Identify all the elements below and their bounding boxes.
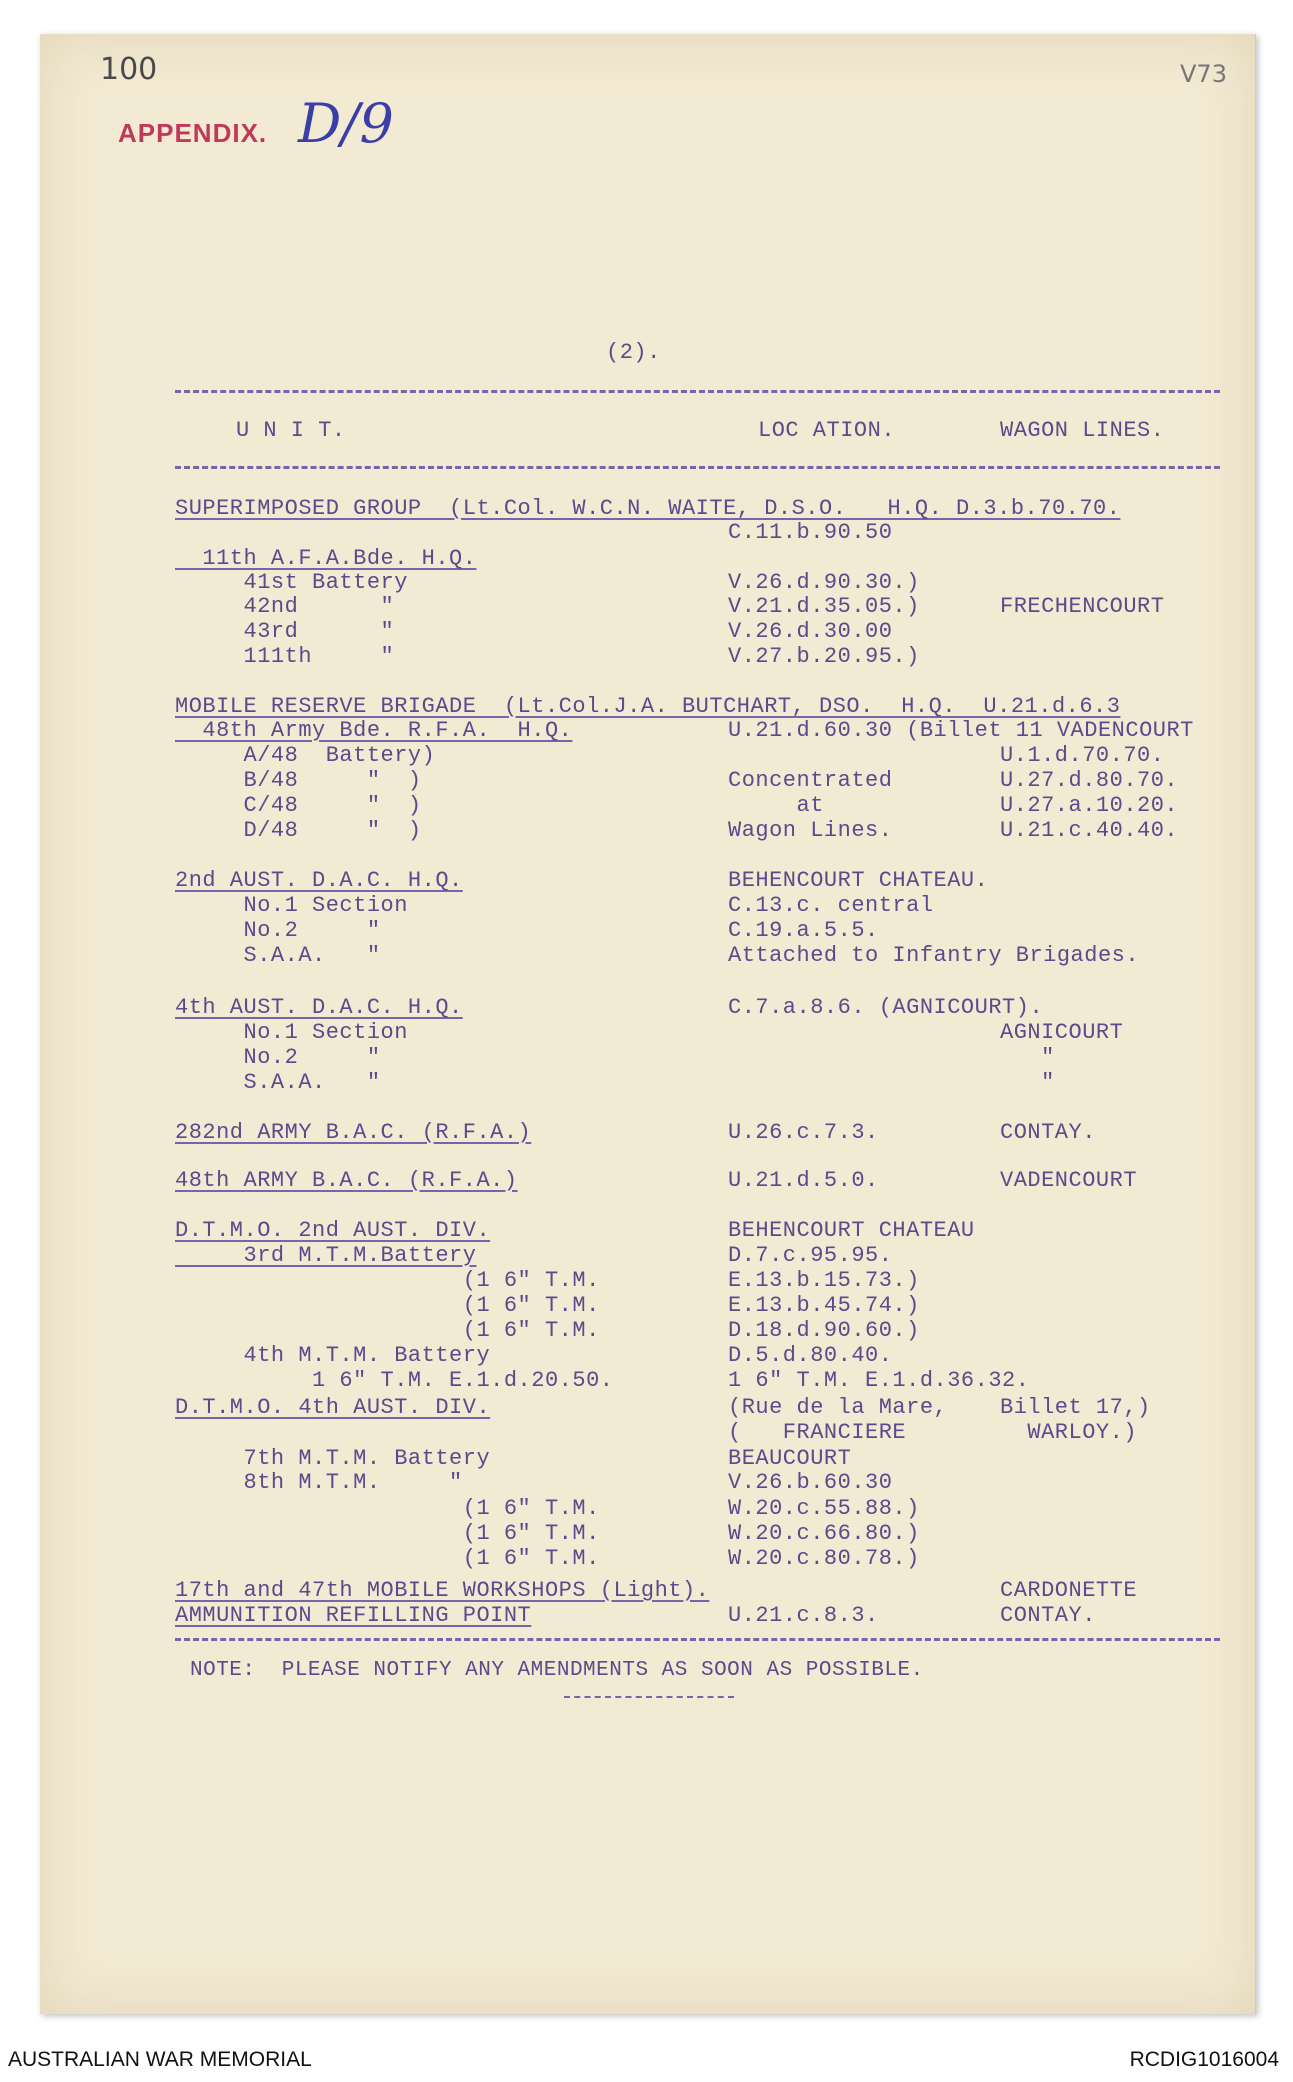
wagon-lines-cell: U.1.d.70.70.: [1000, 743, 1165, 768]
corner-mark: V73: [1180, 60, 1227, 88]
unit-cell: 43rd ": [175, 619, 395, 644]
location-cell: V.21.d.35.05.): [728, 594, 920, 619]
page-number: (2).: [606, 340, 661, 365]
unit-cell: 4th M.T.M. Battery: [175, 1343, 491, 1368]
unit-cell: No.2 ": [175, 1045, 381, 1070]
unit-cell: 7th M.T.M. Battery: [175, 1446, 491, 1471]
appendix-reference: D/9: [298, 92, 394, 155]
location-cell: V.27.b.20.95.): [728, 644, 920, 669]
unit-cell: 282nd ARMY B.A.C. (R.F.A.): [175, 1120, 532, 1145]
folio-number: 100: [100, 52, 158, 87]
location-cell: Concentrated: [728, 768, 893, 793]
unit-cell: (1 6" T.M.: [175, 1546, 600, 1571]
unit-cell: No.1 Section: [175, 893, 408, 918]
location-cell: Wagon Lines.: [728, 818, 893, 843]
location-cell: BEHENCOURT CHATEAU.: [728, 868, 989, 893]
location-cell: D.18.d.90.60.): [728, 1318, 920, 1343]
unit-cell: 48th Army Bde. R.F.A. H.Q.: [175, 718, 573, 743]
unit-cell: 111th ": [175, 644, 395, 669]
unit-cell: D.T.M.O. 4th AUST. DIV.: [175, 1395, 491, 1420]
location-cell: ( FRANCIERE: [728, 1420, 907, 1445]
location-cell: C.7.a.8.6. (AGNICOURT).: [728, 995, 1044, 1020]
unit-cell: AMMUNITION REFILLING POINT: [175, 1603, 532, 1628]
unit-cell: (1 6" T.M.: [175, 1318, 600, 1343]
unit-cell: 41st Battery: [175, 570, 408, 595]
location-cell: C.19.a.5.5.: [728, 918, 879, 943]
location-cell: U.21.d.5.0.: [728, 1168, 879, 1193]
location-cell: BEAUCOURT: [728, 1446, 852, 1471]
location-cell: C.13.c. central: [728, 893, 934, 918]
location-cell: Attached to Infantry Brigades.: [728, 943, 1140, 968]
unit-cell: 2nd AUST. D.A.C. H.Q.: [175, 868, 463, 893]
unit-cell: A/48 Battery): [175, 743, 436, 768]
unit-cell: D/48 " ): [175, 818, 422, 843]
location-cell: D.7.c.95.95.: [728, 1243, 893, 1268]
unit-cell: C/48 " ): [175, 793, 422, 818]
wagon-lines-cell: CARDONETTE: [1000, 1578, 1138, 1603]
location-cell: U.26.c.7.3.: [728, 1120, 879, 1145]
location-cell: V.26.d.30.00: [728, 619, 893, 644]
header-location: LOC ATION.: [758, 418, 896, 443]
wagon-lines-cell: ": [1000, 1045, 1055, 1070]
wagon-lines-cell: VADENCOURT: [1000, 1168, 1138, 1193]
unit-cell: S.A.A. ": [175, 1070, 381, 1095]
unit-cell: (1 6" T.M.: [175, 1496, 600, 1521]
header-rule: [175, 466, 1220, 469]
unit-cell: No.1 Section: [175, 1020, 408, 1045]
unit-cell: (1 6" T.M.: [175, 1268, 600, 1293]
note-rule: [564, 1696, 734, 1698]
unit-cell: No.2 ": [175, 918, 381, 943]
location-cell: W.20.c.80.78.): [728, 1546, 920, 1571]
appendix-stamp: APPENDIX.: [118, 118, 268, 148]
wagon-lines-cell: U.27.d.80.70.: [1000, 768, 1179, 793]
unit-cell: MOBILE RESERVE BRIGADE (Lt.Col.J.A. BUTCHART, DSO. H.Q. U.21.d.6.3: [175, 694, 1121, 719]
amendment-note: NOTE: PLEASE NOTIFY ANY AMENDMENTS AS SOON AS POSSIBLE.: [190, 1659, 924, 1682]
wagon-lines-cell: FRECHENCOURT: [1000, 594, 1165, 619]
unit-cell: D.T.M.O. 2nd AUST. DIV.: [175, 1218, 491, 1243]
unit-cell: 48th ARMY B.A.C. (R.F.A.): [175, 1168, 518, 1193]
wagon-lines-cell: U.27.a.10.20.: [1000, 793, 1179, 818]
wagon-lines-cell: CONTAY.: [1000, 1120, 1096, 1145]
unit-cell: 42nd ": [175, 594, 395, 619]
location-cell: 1 6" T.M. E.1.d.36.32.: [728, 1368, 1030, 1393]
wagon-lines-cell: Billet 17,): [1000, 1395, 1151, 1420]
unit-cell: S.A.A. ": [175, 943, 381, 968]
wagon-lines-cell: WARLOY.): [1000, 1420, 1138, 1445]
location-cell: W.20.c.66.80.): [728, 1521, 920, 1546]
location-cell: at: [728, 793, 824, 818]
bottom-rule: [175, 1638, 1220, 1641]
wagon-lines-cell: U.21.c.40.40.: [1000, 818, 1179, 843]
header-unit: U N I T.: [236, 418, 346, 443]
wagon-lines-cell: ": [1000, 1070, 1055, 1095]
location-cell: V.26.d.90.30.): [728, 570, 920, 595]
unit-cell: B/48 " ): [175, 768, 422, 793]
footer-archive-name: AUSTRALIAN WAR MEMORIAL: [8, 2048, 312, 2071]
unit-cell: SUPERIMPOSED GROUP (Lt.Col. W.C.N. WAITE, D.S.O. H.Q. D.3.b.70.70.: [175, 496, 1121, 521]
unit-cell: 8th M.T.M. ": [175, 1470, 463, 1495]
unit-cell: 17th and 47th MOBILE WORKSHOPS (Light).: [175, 1578, 710, 1603]
location-cell: BEHENCOURT CHATEAU: [728, 1218, 975, 1243]
location-cell: (Rue de la Mare,: [728, 1395, 948, 1420]
top-rule: [175, 390, 1220, 393]
location-cell: C.11.b.90.50: [728, 520, 893, 545]
unit-cell: 3rd M.T.M.Battery: [175, 1243, 477, 1268]
footer-item-id: RCDIG1016004: [1129, 2048, 1279, 2071]
location-cell: E.13.b.15.73.): [728, 1268, 920, 1293]
location-cell: V.26.b.60.30: [728, 1470, 893, 1495]
location-cell: D.5.d.80.40.: [728, 1343, 893, 1368]
unit-cell: 4th AUST. D.A.C. H.Q.: [175, 995, 463, 1020]
unit-cell: (1 6" T.M.: [175, 1521, 600, 1546]
unit-cell: 1 6" T.M. E.1.d.20.50.: [175, 1368, 614, 1393]
header-wagon-lines: WAGON LINES.: [1000, 418, 1165, 443]
unit-cell: 11th A.F.A.Bde. H.Q.: [175, 546, 477, 571]
location-cell: U.21.d.60.30 (Billet 11 VADENCOURT: [728, 718, 1194, 743]
location-cell: E.13.b.45.74.): [728, 1293, 920, 1318]
wagon-lines-cell: AGNICOURT: [1000, 1020, 1124, 1045]
location-cell: U.21.c.8.3.: [728, 1603, 879, 1628]
unit-cell: (1 6" T.M.: [175, 1293, 600, 1318]
wagon-lines-cell: CONTAY.: [1000, 1603, 1096, 1628]
location-cell: W.20.c.55.88.): [728, 1496, 920, 1521]
